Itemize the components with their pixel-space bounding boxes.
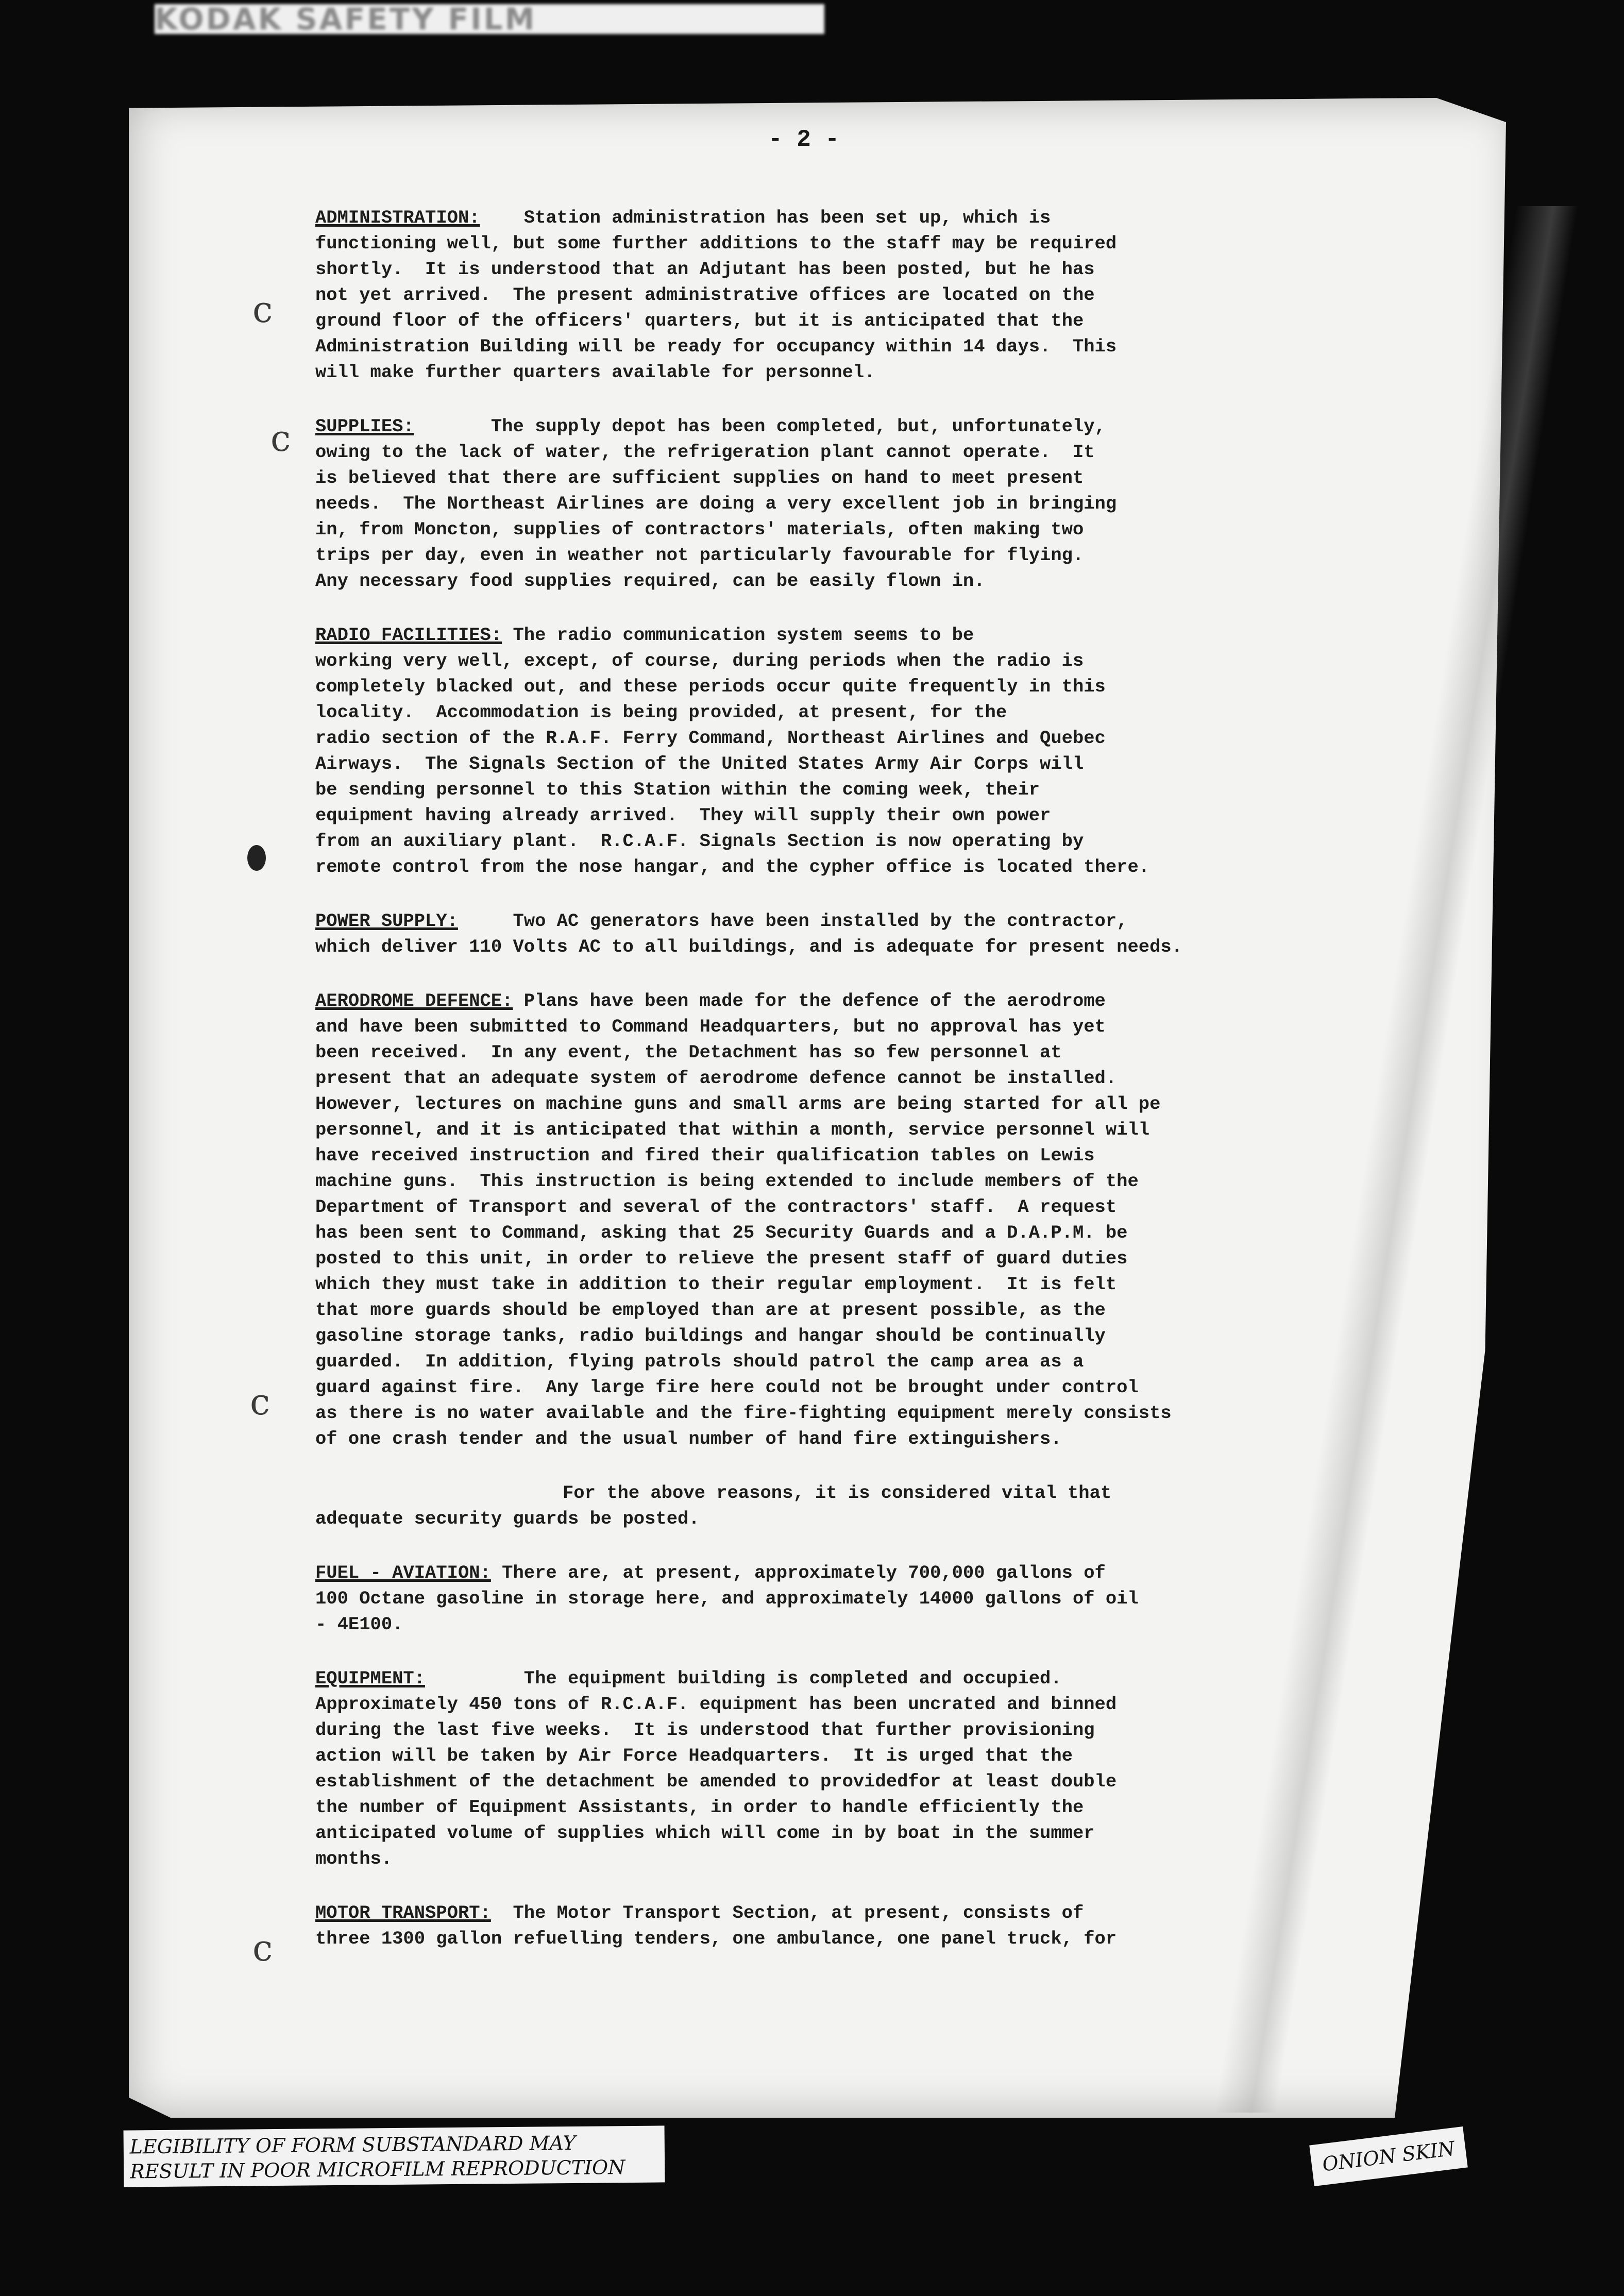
text-line bbox=[315, 334, 1372, 360]
line-text: completely blacked out, and these periods occur quite frequently in this bbox=[315, 676, 1106, 697]
onion-skin-note: ONION SKIN bbox=[1309, 2126, 1468, 2186]
text-line bbox=[315, 829, 1372, 854]
line-text: shortly. It is understood that an Adjutant has been posted, but he has bbox=[315, 259, 1095, 280]
text-line bbox=[315, 1400, 1372, 1426]
text-line bbox=[315, 231, 1372, 257]
line-text: ground floor of the officers' quarters, but it is anticipated that the bbox=[315, 310, 1084, 331]
section-heading: RADIO FACILITIES: bbox=[315, 624, 502, 646]
legibility-note-line: LEGIBILITY OF FORM SUBSTANDARD MAY bbox=[129, 2131, 576, 2158]
margin-mark: c bbox=[270, 417, 291, 460]
line-text: as there is no water available and the fire-fighting equipment merely consists bbox=[315, 1403, 1172, 1424]
text-line bbox=[315, 1846, 1372, 1872]
text-line bbox=[315, 1666, 1372, 1692]
section-heading: MOTOR TRANSPORT: bbox=[315, 1902, 491, 1923]
document-section bbox=[315, 988, 1372, 1452]
line-text: has been sent to Command, asking that 25 Security Guards and a D.A.P.M. be bbox=[315, 1222, 1128, 1243]
text-line bbox=[315, 1272, 1372, 1297]
line-text: functioning well, but some further additions to the staff may be required bbox=[315, 233, 1117, 254]
margin-mark: c bbox=[252, 289, 273, 331]
section-heading: SUPPLIES: bbox=[315, 416, 414, 437]
text-line bbox=[315, 1349, 1372, 1375]
document-section bbox=[315, 622, 1372, 880]
line-text: establishment of the detachment be amended to providedfor at least double bbox=[315, 1771, 1117, 1792]
text-line bbox=[315, 622, 1372, 648]
text-line bbox=[315, 1743, 1372, 1769]
legibility-note-line: RESULT IN POOR MICROFILM REPRODUCTION bbox=[130, 2156, 625, 2183]
text-line bbox=[315, 440, 1372, 465]
text-line bbox=[315, 1246, 1372, 1272]
text-line bbox=[315, 1194, 1372, 1220]
line-text: not yet arrived. The present administrative offices are located on the bbox=[315, 284, 1095, 306]
line-text: equipment having already arrived. They will supply their own power bbox=[315, 805, 1051, 826]
line-text: will make further quarters available for personnel. bbox=[315, 362, 875, 383]
document-section bbox=[315, 1900, 1372, 1952]
text-line bbox=[315, 725, 1372, 751]
text-line bbox=[315, 1560, 1372, 1586]
line-text: The supply depot has been completed, but, unfortunately, bbox=[414, 416, 1106, 437]
line-text: present that an adequate system of aerodrome defence cannot be installed. bbox=[315, 1068, 1117, 1089]
line-text: posted to this unit, in order to relieve the present staff of guard duties bbox=[315, 1248, 1128, 1269]
line-text: Two AC generators have been installed by the contractor, bbox=[458, 910, 1128, 932]
line-text: been received. In any event, the Detachment has so few personnel at bbox=[315, 1042, 1062, 1063]
document-section bbox=[315, 908, 1372, 960]
line-text: Department of Transport and several of the contractors' staff. A request bbox=[315, 1196, 1117, 1218]
text-line bbox=[315, 803, 1372, 829]
text-line bbox=[315, 491, 1372, 517]
text-line bbox=[315, 777, 1372, 803]
text-line bbox=[315, 1220, 1372, 1246]
text-line bbox=[315, 257, 1372, 282]
text-line bbox=[315, 1926, 1372, 1952]
text-line bbox=[315, 282, 1372, 308]
text-line bbox=[315, 1692, 1372, 1717]
text-line bbox=[315, 1480, 1372, 1506]
line-text: locality. Accommodation is being provided, at present, for the bbox=[315, 702, 1007, 723]
line-text: - 4E100. bbox=[315, 1614, 403, 1635]
line-text: anticipated volume of supplies which will come in by boat in the summer bbox=[315, 1822, 1095, 1844]
line-text: radio section of the R.A.F. Ferry Command, Northeast Airlines and Quebec bbox=[315, 728, 1106, 749]
line-text: guard against fire. Any large fire here could not be brought under control bbox=[315, 1377, 1139, 1398]
text-line bbox=[315, 1014, 1372, 1040]
text-line bbox=[315, 517, 1372, 543]
line-text: is believed that there are sufficient supplies on hand to meet present bbox=[315, 467, 1084, 488]
line-text: There are, at present, approximately 700,000 gallons of bbox=[490, 1562, 1106, 1583]
line-text: working very well, except, of course, during periods when the radio is bbox=[315, 650, 1084, 671]
line-text: The radio communication system seems to be bbox=[502, 624, 974, 646]
line-text: the number of Equipment Assistants, in order to handle efficiently the bbox=[315, 1797, 1084, 1818]
text-line bbox=[315, 1143, 1372, 1169]
text-line bbox=[315, 360, 1372, 385]
margin-mark: c bbox=[252, 1927, 273, 1969]
line-text: which they must take in addition to their regular employment. It is felt bbox=[315, 1274, 1117, 1295]
section-heading: POWER SUPPLY: bbox=[315, 910, 458, 932]
text-line bbox=[315, 648, 1372, 674]
text-line bbox=[315, 1586, 1372, 1612]
line-text: in, from Moncton, supplies of contractors' materials, often making two bbox=[315, 519, 1084, 540]
line-text: that more guards should be employed than are at present possible, as the bbox=[315, 1299, 1106, 1321]
text-line bbox=[315, 700, 1372, 725]
text-line bbox=[315, 1820, 1372, 1846]
line-text: during the last five weeks. It is understood that further provisioning bbox=[315, 1719, 1095, 1741]
text-line bbox=[315, 543, 1372, 568]
line-text: from an auxiliary plant. R.C.A.F. Signals Section is now operating by bbox=[315, 831, 1084, 852]
line-text: Plans have been made for the defence of the aerodrome bbox=[513, 990, 1106, 1011]
line-text: remote control from the nose hangar, and the cypher office is located there. bbox=[315, 856, 1150, 877]
line-text: have received instruction and fired their qualification tables on Lewis bbox=[315, 1145, 1095, 1166]
text-line bbox=[315, 934, 1372, 960]
line-text: machine guns. This instruction is being extended to include members of the bbox=[315, 1171, 1139, 1192]
text-line bbox=[315, 1091, 1372, 1117]
line-text: The Motor Transport Section, at present, consists of bbox=[490, 1902, 1084, 1923]
film-edge-marking: KODAK SAFETY FILM bbox=[155, 4, 824, 34]
text-line bbox=[315, 205, 1372, 231]
text-line bbox=[315, 465, 1372, 491]
legibility-note bbox=[124, 2125, 665, 2187]
page-number: - 2 - bbox=[768, 126, 840, 153]
text-line bbox=[315, 568, 1372, 594]
text-line bbox=[315, 1297, 1372, 1323]
line-text: However, lectures on machine guns and small arms are being started for all pe bbox=[315, 1093, 1161, 1115]
document-section bbox=[315, 1560, 1372, 1637]
punch-hole bbox=[247, 845, 266, 871]
margin-mark: c bbox=[250, 1381, 270, 1423]
line-text: of one crash tender and the usual number of hand fire extinguishers. bbox=[315, 1428, 1062, 1449]
text-line bbox=[315, 1717, 1372, 1743]
line-text: owing to the lack of water, the refrigeration plant cannot operate. It bbox=[315, 442, 1095, 463]
line-text: which deliver 110 Volts AC to all buildings, and is adequate for present needs. bbox=[315, 936, 1182, 957]
document-section bbox=[315, 1666, 1372, 1872]
line-text: and have been submitted to Command Headquarters, but no approval has yet bbox=[315, 1016, 1106, 1037]
text-line bbox=[315, 414, 1372, 440]
text-line bbox=[315, 854, 1372, 880]
text-line bbox=[315, 1066, 1372, 1091]
line-text: gasoline storage tanks, radio buildings and hangar should be continually bbox=[315, 1325, 1106, 1346]
text-line bbox=[315, 988, 1372, 1014]
text-line bbox=[315, 1769, 1372, 1795]
text-line bbox=[315, 1612, 1372, 1637]
line-text: Administration Building will be ready for occupancy within 14 days. This bbox=[315, 336, 1117, 357]
text-line bbox=[315, 1040, 1372, 1066]
text-line bbox=[315, 1506, 1372, 1532]
section-heading: EQUIPMENT: bbox=[315, 1668, 426, 1689]
line-text: Airways. The Signals Section of the United States Army Air Corps will bbox=[315, 753, 1084, 774]
line-text: Any necessary food supplies required, can be easily flown in. bbox=[315, 570, 985, 592]
line-text: adequate security guards be posted. bbox=[315, 1508, 700, 1529]
text-line bbox=[315, 674, 1372, 700]
line-text: 100 Octane gasoline in storage here, and approximately 14000 gallons of oil bbox=[315, 1588, 1139, 1609]
line-text: Station administration has been set up, which is bbox=[480, 207, 1051, 228]
section-heading: ADMINISTRATION: bbox=[315, 207, 480, 228]
document-body bbox=[315, 205, 1372, 1980]
text-line bbox=[315, 1117, 1372, 1143]
line-text: guarded. In addition, flying patrols should patrol the camp area as a bbox=[315, 1351, 1084, 1372]
line-text: trips per day, even in weather not particularly favourable for flying. bbox=[315, 545, 1084, 566]
line-text: months. bbox=[315, 1848, 393, 1869]
text-line bbox=[315, 308, 1372, 334]
section-heading: AERODROME DEFENCE: bbox=[315, 990, 513, 1011]
line-text: needs. The Northeast Airlines are doing a very excellent job in bringing bbox=[315, 493, 1117, 514]
text-line bbox=[315, 751, 1372, 777]
text-line bbox=[315, 1795, 1372, 1820]
text-line bbox=[315, 1169, 1372, 1194]
line-text: three 1300 gallon refuelling tenders, one ambulance, one panel truck, for bbox=[315, 1928, 1117, 1949]
document-section bbox=[315, 1480, 1372, 1532]
section-heading: FUEL - AVIATION: bbox=[315, 1562, 491, 1583]
text-line bbox=[315, 908, 1372, 934]
line-text: Approximately 450 tons of R.C.A.F. equipment has been uncrated and binned bbox=[315, 1694, 1117, 1715]
text-line bbox=[315, 1323, 1372, 1349]
line-text: For the above reasons, it is considered vital that bbox=[563, 1482, 1112, 1504]
line-text: be sending personnel to this Station within the coming week, their bbox=[315, 779, 1040, 800]
line-text: personnel, and it is anticipated that within a month, service personnel will bbox=[315, 1119, 1150, 1140]
document-section bbox=[315, 414, 1372, 594]
document-section bbox=[315, 205, 1372, 385]
line-text: The equipment building is completed and occupied. bbox=[425, 1668, 1062, 1689]
text-line bbox=[315, 1375, 1372, 1400]
line-text: action will be taken by Air Force Headquarters. It is urged that the bbox=[315, 1745, 1073, 1766]
text-line bbox=[315, 1900, 1372, 1926]
text-line bbox=[315, 1426, 1372, 1452]
